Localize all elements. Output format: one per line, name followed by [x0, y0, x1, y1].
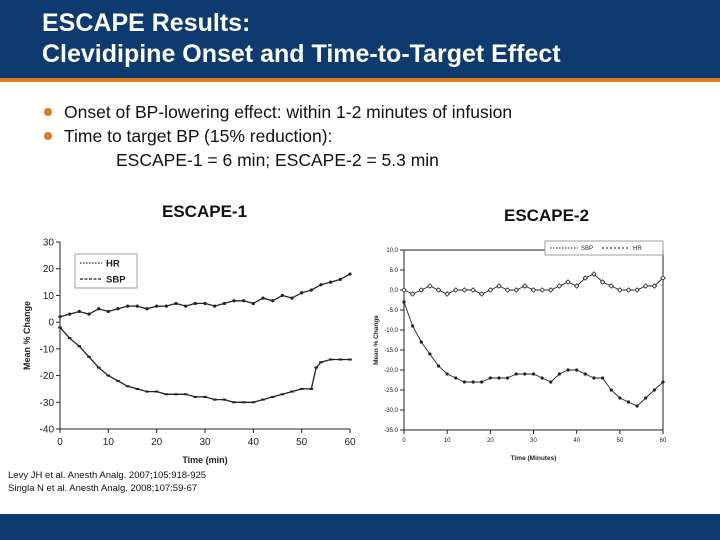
- chart-2-sbp-point: [592, 376, 595, 379]
- chart-2-sbp-point: [575, 368, 578, 371]
- bullet-dot-icon: [44, 108, 52, 116]
- chart-2-hr-point: [566, 280, 570, 284]
- chart-2-hr-point: [540, 288, 544, 292]
- bullet-text: Time to target BP (15% reduction):: [64, 126, 333, 146]
- chart-1-sbp-point: [203, 396, 207, 398]
- chart-2-sbp-point: [653, 388, 656, 391]
- chart-1-y-tick-label: 30: [42, 237, 54, 249]
- chart-1-sbp-point: [271, 396, 275, 398]
- chart-1-hr-point: [97, 307, 100, 310]
- chart-1-sbp-point: [223, 399, 227, 401]
- chart-2-x-tick-label: 30: [530, 438, 537, 444]
- chart-1-sbp-point: [310, 388, 314, 390]
- chart-1-hr-point: [252, 302, 255, 305]
- chart-1-legend-label: SBP: [106, 274, 126, 286]
- chart-1-hr-point: [310, 288, 313, 291]
- chart-1-sbp-point: [339, 359, 343, 361]
- chart-2-hr-point: [454, 288, 458, 292]
- chart-2-hr-point: [445, 292, 449, 296]
- chart-2-sbp-point: [627, 400, 630, 403]
- chart-1-hr-point: [107, 310, 110, 313]
- title-line-1: ESCAPE Results:: [42, 9, 251, 37]
- chart-2-x-tick-label: 0: [402, 438, 406, 444]
- chart-2-x-axis-label: Time (Minutes): [510, 455, 557, 462]
- chart-1-series-sbp-line: [60, 328, 350, 403]
- chart-2-y-tick-label: -25.0: [384, 388, 398, 395]
- chart-1-y-axis-label: Mean % Change: [22, 300, 32, 371]
- chart-2-series-sbp-line: [404, 302, 663, 406]
- chart-1-sbp-point: [314, 367, 318, 369]
- chart-1-x-tick-label: 40: [247, 437, 259, 448]
- chart-1-hr-point: [213, 305, 216, 308]
- chart-1-sbp-point: [194, 396, 198, 398]
- slide-title: [42, 8, 561, 70]
- bullet-text: Onset of BP-lowering effect: within 1-2 minutes of infusion: [64, 102, 513, 122]
- chart-1-sbp-point: [165, 393, 169, 395]
- chart-1-hr-point: [300, 291, 303, 294]
- chart-1-x-axis-label: Time (min): [182, 455, 228, 465]
- title-line-2: Clevidipine Onset and Time-to-Target Effect: [42, 40, 561, 68]
- chart-1-hr-point: [203, 302, 206, 305]
- references: [8, 469, 206, 495]
- chart-2-hr-point: [505, 288, 509, 292]
- chart-1-hr-point: [155, 305, 158, 308]
- chart-2-y-tick-label: -35.0: [384, 428, 398, 435]
- chart-2-hr-point: [428, 284, 432, 288]
- chart-1-y-tick-label: -30: [39, 397, 54, 409]
- chart-2-sbp-point: [489, 376, 492, 379]
- chart-2-x-tick-label: 60: [659, 438, 667, 444]
- chart-1-sbp-point: [242, 401, 246, 403]
- chart-1-hr-point: [58, 315, 61, 318]
- chart-1-hr-point: [68, 313, 71, 316]
- chart-2-sbp-point: [480, 380, 483, 383]
- chart-2-y-axis-label: Mean % Change: [373, 315, 380, 365]
- chart-1-hr-point: [281, 294, 284, 297]
- chart-2-sbp-point: [523, 372, 526, 375]
- chart-1-x-tick-label: 60: [344, 437, 356, 448]
- chart-2-hr-point: [471, 288, 475, 292]
- chart-1-y-tick-label: 20: [42, 264, 54, 276]
- chart-2-sbp-point: [506, 376, 509, 379]
- chart-1-hr-point: [116, 307, 119, 310]
- escape-2-chart: [370, 236, 675, 468]
- chart-2-hr-point: [419, 288, 423, 292]
- chart-1-hr-point: [174, 302, 177, 305]
- chart-1-sbp-point: [290, 391, 294, 393]
- chart-1-sbp-point: [281, 393, 285, 395]
- chart-2-y-tick-label: 0.0: [389, 288, 398, 295]
- chart-1-sbp-point: [78, 345, 82, 347]
- chart-1-y-tick-label: -20: [39, 371, 54, 383]
- chart-1-hr-point: [136, 305, 139, 308]
- chart-2-hr-point: [514, 288, 518, 292]
- chart-2-hr-point: [410, 292, 414, 296]
- chart-1-sbp-point: [348, 359, 352, 361]
- chart-2-x-tick-label: 20: [486, 438, 494, 444]
- chart-1-hr-point: [339, 278, 342, 281]
- chart-2-legend-label: SBP: [581, 246, 594, 253]
- bullet-dot-icon: [44, 132, 52, 140]
- chart-2-sbp-point: [454, 376, 457, 379]
- chart-2-sbp-point: [402, 300, 405, 303]
- chart-1-sbp-point: [155, 391, 159, 393]
- chart-2-y-tick-label: -15.0: [384, 348, 398, 355]
- chart-2-sbp-point: [661, 380, 664, 383]
- chart-1-sbp-point: [145, 391, 149, 393]
- chart-1-hr-point: [329, 280, 332, 283]
- chart-2-hr-point: [402, 288, 406, 292]
- chart-2-sbp-point: [446, 372, 449, 375]
- chart-1-hr-point: [261, 297, 264, 300]
- chart-2-hr-point: [497, 284, 501, 288]
- chart-2-title: ESCAPE-2: [504, 206, 590, 225]
- chart-1-sbp-point: [174, 393, 178, 395]
- chart-1-sbp-point: [319, 361, 323, 363]
- chart-1-sbp-point: [116, 380, 120, 382]
- chart-1-y-tick-label: -40: [39, 424, 54, 436]
- bullet-item: [42, 100, 512, 124]
- chart-2-hr-point: [436, 288, 440, 292]
- chart-2-sbp-point: [558, 372, 561, 375]
- chart-1-hr-point: [165, 305, 168, 308]
- chart-2-hr-point: [523, 284, 527, 288]
- chart-1-hr-point: [126, 305, 129, 308]
- chart-1-hr-point: [194, 302, 197, 305]
- chart-2-y-tick-label: -30.0: [384, 408, 398, 415]
- chart-2-sbp-point: [584, 372, 587, 375]
- reference-2: Singla N et al. Anesth Analg. 2008;107:59-67: [8, 483, 198, 494]
- chart-2-hr-point: [531, 288, 535, 292]
- chart-2-hr-point: [635, 288, 639, 292]
- chart-2-hr-point: [488, 288, 492, 292]
- chart-1-hr-point: [78, 310, 81, 313]
- chart-1-hr-point: [145, 307, 148, 310]
- chart-1-hr-point: [223, 302, 226, 305]
- chart-2-sbp-point: [618, 396, 621, 399]
- chart-2-sbp-point: [463, 380, 466, 383]
- chart-2-sbp-point: [644, 396, 647, 399]
- chart-1-hr-point: [184, 305, 187, 308]
- chart-2-hr-point: [626, 288, 630, 292]
- bullet-list: [42, 100, 512, 172]
- chart-1-legend-label: HR: [106, 258, 120, 270]
- chart-2-legend-label: HR: [633, 246, 642, 253]
- bullet-item: [42, 124, 512, 148]
- chart-2-sbp-point: [437, 364, 440, 367]
- chart-2-sbp-point: [601, 376, 604, 379]
- chart-1-sbp-point: [213, 399, 217, 401]
- chart-2-sbp-point: [497, 376, 500, 379]
- chart-2-x-tick-label: 50: [616, 438, 624, 444]
- chart-1-x-tick-label: 0: [57, 437, 63, 448]
- chart-2-hr-point: [618, 288, 622, 292]
- chart-1-sbp-point: [97, 367, 101, 369]
- bullet-continuation: ESCAPE-1 = 6 min; ESCAPE-2 = 5.3 min: [116, 150, 439, 170]
- chart-2-x-tick-label: 10: [443, 438, 451, 444]
- chart-1-sbp-point: [126, 385, 130, 387]
- chart-1-sbp-point: [136, 388, 140, 390]
- chart-1-sbp-point: [184, 393, 188, 395]
- chart-2-y-tick-label: -20.0: [384, 368, 398, 375]
- chart-2-sbp-point: [610, 388, 613, 391]
- chart-1-hr-point: [242, 299, 245, 302]
- chart-1-sbp-point: [252, 401, 256, 403]
- chart-1-x-tick-label: 30: [199, 437, 211, 448]
- chart-2-y-tick-label: 10.0: [386, 248, 398, 255]
- chart-1-sbp-point: [107, 375, 111, 377]
- chart-1-x-tick-label: 10: [102, 437, 114, 448]
- title-underline: [0, 78, 720, 82]
- chart-2-sbp-point: [411, 324, 414, 327]
- chart-2-sbp-point: [541, 376, 544, 379]
- chart-2-sbp-point: [515, 372, 518, 375]
- chart-2-sbp-point: [420, 340, 423, 343]
- chart-2-sbp-point: [428, 352, 431, 355]
- chart-1-x-tick-label: 20: [151, 437, 163, 448]
- chart-2-y-tick-label: -10.0: [384, 328, 398, 335]
- reference-1: Levy JH et al. Anesth Analg. 2007;105:918-925: [8, 470, 207, 481]
- chart-2-y-tick-label: 5.0: [389, 268, 398, 275]
- chart-2-sbp-point: [566, 368, 569, 371]
- chart-1-y-tick-label: 0: [48, 317, 54, 329]
- chart-2-x-tick-label: 40: [573, 438, 581, 444]
- chart-2-hr-point: [480, 292, 484, 296]
- chart-1-hr-point: [290, 297, 293, 300]
- chart-1-sbp-point: [87, 356, 91, 358]
- escape-1-chart: [20, 232, 360, 466]
- chart-1-sbp-point: [261, 399, 265, 401]
- chart-2-hr-point: [609, 284, 613, 288]
- chart-2-sbp-point: [471, 380, 474, 383]
- chart-1-sbp-point: [68, 337, 72, 339]
- chart-1-y-tick-label: 10: [42, 290, 54, 302]
- footer-bar: [0, 514, 720, 540]
- chart-1-sbp-point: [232, 401, 236, 403]
- chart-1-hr-point: [271, 299, 274, 302]
- chart-2-sbp-point: [636, 404, 639, 407]
- chart-2-hr-point: [557, 284, 561, 288]
- chart-1-hr-point: [348, 272, 351, 275]
- chart-2-hr-point: [549, 288, 553, 292]
- chart-1-hr-point: [319, 283, 322, 286]
- chart-2-y-tick-label: -5.0: [387, 308, 398, 315]
- chart-2-hr-point: [644, 284, 648, 288]
- chart-2-sbp-point: [549, 380, 552, 383]
- chart-1-sbp-point: [58, 326, 62, 328]
- chart-1-x-tick-label: 50: [296, 437, 308, 448]
- chart-1-sbp-point: [329, 359, 333, 361]
- chart-1-title: ESCAPE-1: [162, 202, 248, 221]
- chart-1-hr-point: [232, 299, 235, 302]
- chart-2-hr-point: [462, 288, 466, 292]
- chart-1-y-tick-label: -10: [39, 344, 54, 356]
- chart-1-sbp-point: [300, 388, 304, 390]
- chart-1-hr-point: [87, 313, 90, 316]
- chart-2-sbp-point: [532, 372, 535, 375]
